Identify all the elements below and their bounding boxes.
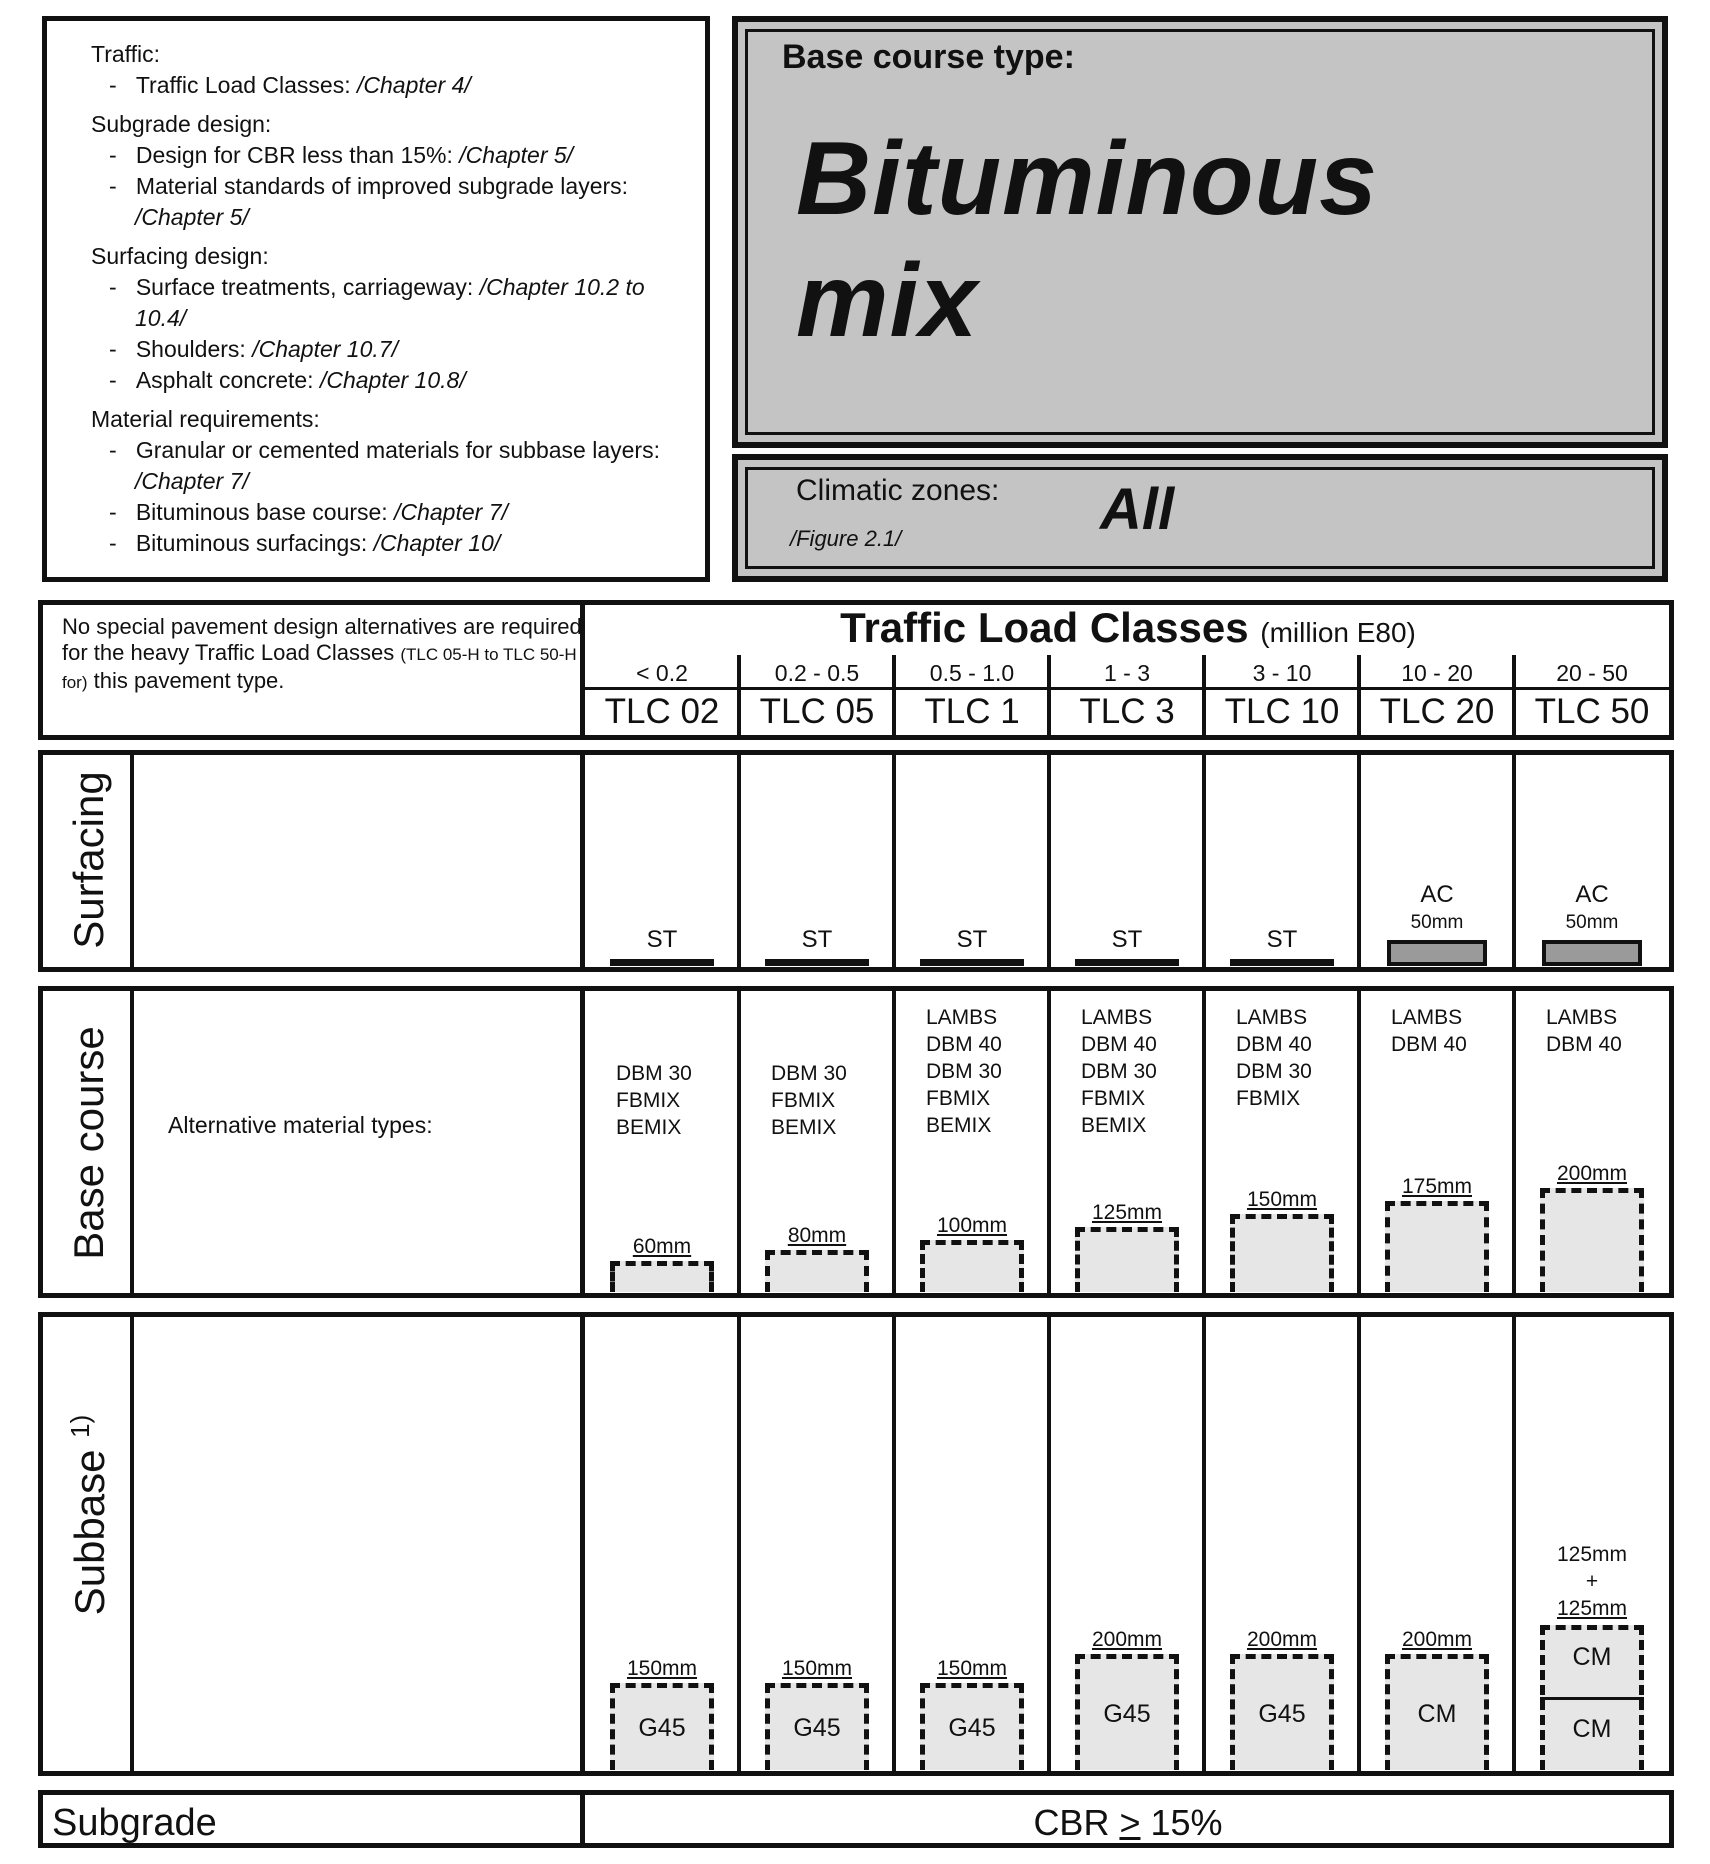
tlc-class: TLC 10: [1224, 692, 1340, 731]
base-material: DBM 30: [1081, 1060, 1157, 1083]
references-box: [42, 16, 710, 582]
base-thickness: 150mm: [1246, 1188, 1318, 1211]
tlc-range: < 0.2: [636, 660, 688, 686]
reference-section: [91, 39, 685, 101]
subbase-thickness: 150mm: [781, 1657, 853, 1680]
subbase-thickness: 200mm: [1091, 1628, 1163, 1651]
tlc-class: TLC 05: [759, 692, 875, 731]
base-material: LAMBS: [1236, 1006, 1308, 1029]
subgrade-cbr: CBR > 15%: [1033, 1802, 1223, 1843]
subbase-material: G45: [793, 1714, 841, 1742]
surfacing-type: ST: [646, 926, 678, 953]
base-materials: [1081, 1004, 1157, 1139]
surfacing-type: ST: [1111, 926, 1143, 953]
chapter-ref: /Chapter 5/: [459, 142, 574, 168]
base-material: BEMIX: [616, 1116, 682, 1139]
base-course-type-value-line2: mix: [796, 243, 979, 359]
reference-heading: Subgrade design:: [91, 111, 272, 137]
base-layer: [1230, 1214, 1334, 1292]
base-thickness: 100mm: [936, 1214, 1008, 1237]
subbase-thickness: 150mm: [626, 1657, 698, 1680]
reference-item: - Material standards of improved subgrade layers: /Chapter 5/: [109, 173, 629, 230]
subbase-material: G45: [948, 1714, 996, 1742]
reference-item: - Traffic Load Classes: /Chapter 4/: [109, 72, 471, 98]
subbase-material: G45: [1103, 1700, 1151, 1728]
climatic-zones-value: All: [1100, 477, 1175, 542]
base-materials: [926, 1004, 1002, 1139]
base-material: DBM 40: [1236, 1033, 1312, 1056]
reference-heading: Material requirements:: [91, 406, 320, 432]
reference-item: - Bituminous base course: /Chapter 7/: [109, 499, 508, 525]
surface-treatment-layer: [1075, 959, 1179, 966]
reference-item: - Surface treatments, carriageway: /Chapter 10.2 to 10.4/: [109, 274, 645, 331]
base-materials: [1236, 1004, 1312, 1112]
base-course-note: Alternative material types:: [168, 1112, 433, 1138]
base-material: LAMBS: [1546, 1006, 1618, 1029]
subbase-row-label: Subbase $^{1)}$: [65, 1414, 113, 1616]
reference-heading: Traffic:: [91, 41, 161, 67]
base-thickness: 125mm: [1091, 1201, 1163, 1224]
base-material: FBMIX: [771, 1089, 836, 1112]
base-material: LAMBS: [926, 1006, 998, 1029]
tlc-class: TLC 1: [924, 692, 1020, 731]
reference-item: - Shoulders: /Chapter 10.7/: [109, 336, 398, 362]
tlc-title-unit: (million E80): [1260, 617, 1416, 648]
base-materials: [1391, 1004, 1467, 1058]
base-layer: [1075, 1227, 1179, 1292]
surfacing-type: AC: [1420, 881, 1454, 908]
tlc-title-text: Traffic Load Classes: [840, 604, 1249, 651]
base-material: DBM 30: [616, 1062, 692, 1085]
base-thickness: 200mm: [1556, 1162, 1628, 1185]
chapter-ref: /Chapter 7/: [394, 499, 508, 525]
base-material: FBMIX: [616, 1089, 681, 1112]
base-layer: [1385, 1201, 1489, 1292]
surfacing-row-label: Surfacing: [65, 771, 112, 949]
subbase-material: G45: [1258, 1700, 1306, 1728]
base-material: FBMIX: [1081, 1087, 1146, 1110]
base-material: DBM 30: [926, 1060, 1002, 1083]
subbase-material: G45: [638, 1714, 686, 1742]
chapter-ref: /Chapter 10.7/: [252, 336, 398, 362]
base-layer: [765, 1250, 869, 1292]
tlc-range: 1 - 3: [1103, 660, 1151, 686]
tlc-class: TLC 20: [1379, 692, 1495, 731]
header-note: No special pavement design alternatives are required for the heavy Traffic Load Classes (TLC 05-H to TLC 50-H for) this pavement type.: [62, 614, 582, 693]
base-material: LAMBS: [1081, 1006, 1153, 1029]
surface-treatment-layer: [610, 959, 714, 966]
tlc-range: 3 - 10: [1252, 660, 1312, 686]
base-material: DBM 40: [926, 1033, 1002, 1056]
subbase-material: CM: [1572, 1643, 1612, 1671]
base-course-type-value-line1: Bituminous: [796, 121, 1378, 237]
surface-treatment-layer: [1230, 959, 1334, 966]
chapter-ref: /Chapter 5/: [135, 204, 249, 230]
reference-section: [91, 241, 685, 396]
base-material: DBM 40: [1081, 1033, 1157, 1056]
base-layer: [920, 1240, 1024, 1292]
tlc-range: 0.2 - 0.5: [774, 660, 860, 686]
base-thickness: 175mm: [1401, 1175, 1473, 1198]
subbase-thickness: 125mm + 125mm: [1556, 1543, 1628, 1620]
climatic-zones-ref: /Figure 2.1/: [790, 526, 902, 551]
subbase-thickness: 200mm: [1246, 1628, 1318, 1651]
base-material: BEMIX: [771, 1116, 837, 1139]
base-material: BEMIX: [926, 1114, 992, 1137]
reference-section: [91, 404, 685, 559]
subbase-material: CM: [1417, 1700, 1457, 1728]
subbase-thickness: 200mm: [1401, 1628, 1473, 1651]
base-layer: [610, 1261, 714, 1292]
tlc-range: 0.5 - 1.0: [929, 660, 1015, 686]
reference-heading: Surfacing design:: [91, 243, 269, 269]
base-course-row-label: Base course: [65, 1026, 112, 1260]
surfacing-thickness: 50mm: [1565, 912, 1619, 933]
subbase-thickness: 150mm: [936, 1657, 1008, 1680]
base-materials: [1546, 1004, 1622, 1058]
base-thickness: 60mm: [632, 1235, 692, 1258]
reference-item: - Granular or cemented materials for subbase layers: /Chapter 7/: [109, 437, 660, 494]
surface-treatment-layer: [765, 959, 869, 966]
surfacing-type: ST: [1266, 926, 1298, 953]
reference-item: - Design for CBR less than 15%: /Chapter 5/: [109, 142, 574, 168]
reference-item: - Bituminous surfacings: /Chapter 10/: [109, 530, 501, 556]
base-material: DBM 30: [771, 1062, 847, 1085]
tlc-class: TLC 3: [1079, 692, 1175, 731]
surfacing-type: ST: [801, 926, 833, 953]
chapter-ref: /Chapter 10.2 to 10.4/: [135, 274, 645, 331]
climatic-zones-label: Climatic zones:: [796, 474, 1000, 507]
surfacing-type: ST: [956, 926, 988, 953]
tlc-range: 20 - 50: [1556, 660, 1628, 686]
base-material: DBM 30: [1236, 1060, 1312, 1083]
base-material: DBM 40: [1391, 1033, 1467, 1056]
surface-treatment-layer: [920, 959, 1024, 966]
tlc-title: [584, 604, 1672, 652]
base-material: FBMIX: [926, 1087, 991, 1110]
chapter-ref: /Chapter 10/: [373, 530, 501, 556]
asphalt-layer: [1387, 940, 1487, 966]
base-layer: [1540, 1188, 1644, 1292]
asphalt-layer: [1542, 940, 1642, 966]
base-materials: [616, 1060, 692, 1141]
subgrade-label: Subgrade: [52, 1802, 217, 1844]
reference-section: [91, 109, 685, 233]
base-thickness: 80mm: [787, 1224, 847, 1247]
base-material: BEMIX: [1081, 1114, 1147, 1137]
subbase-material: CM: [1572, 1715, 1612, 1743]
base-materials: [771, 1060, 847, 1141]
tlc-range: 10 - 20: [1401, 660, 1473, 686]
base-course-type-value: [796, 118, 1378, 362]
reference-item: - Asphalt concrete: /Chapter 10.8/: [109, 367, 466, 393]
chapter-ref: /Chapter 7/: [135, 468, 249, 494]
tlc-class: TLC 50: [1534, 692, 1650, 731]
surfacing-thickness: 50mm: [1410, 912, 1464, 933]
base-course-type-label: Base course type:: [782, 38, 1075, 76]
tlc-class: TLC 02: [604, 692, 720, 731]
base-material: LAMBS: [1391, 1006, 1463, 1029]
base-material: FBMIX: [1236, 1087, 1301, 1110]
chapter-ref: /Chapter 10.8/: [319, 367, 466, 393]
surfacing-type: AC: [1575, 881, 1609, 908]
chapter-ref: /Chapter 4/: [357, 72, 471, 98]
base-material: DBM 40: [1546, 1033, 1622, 1056]
